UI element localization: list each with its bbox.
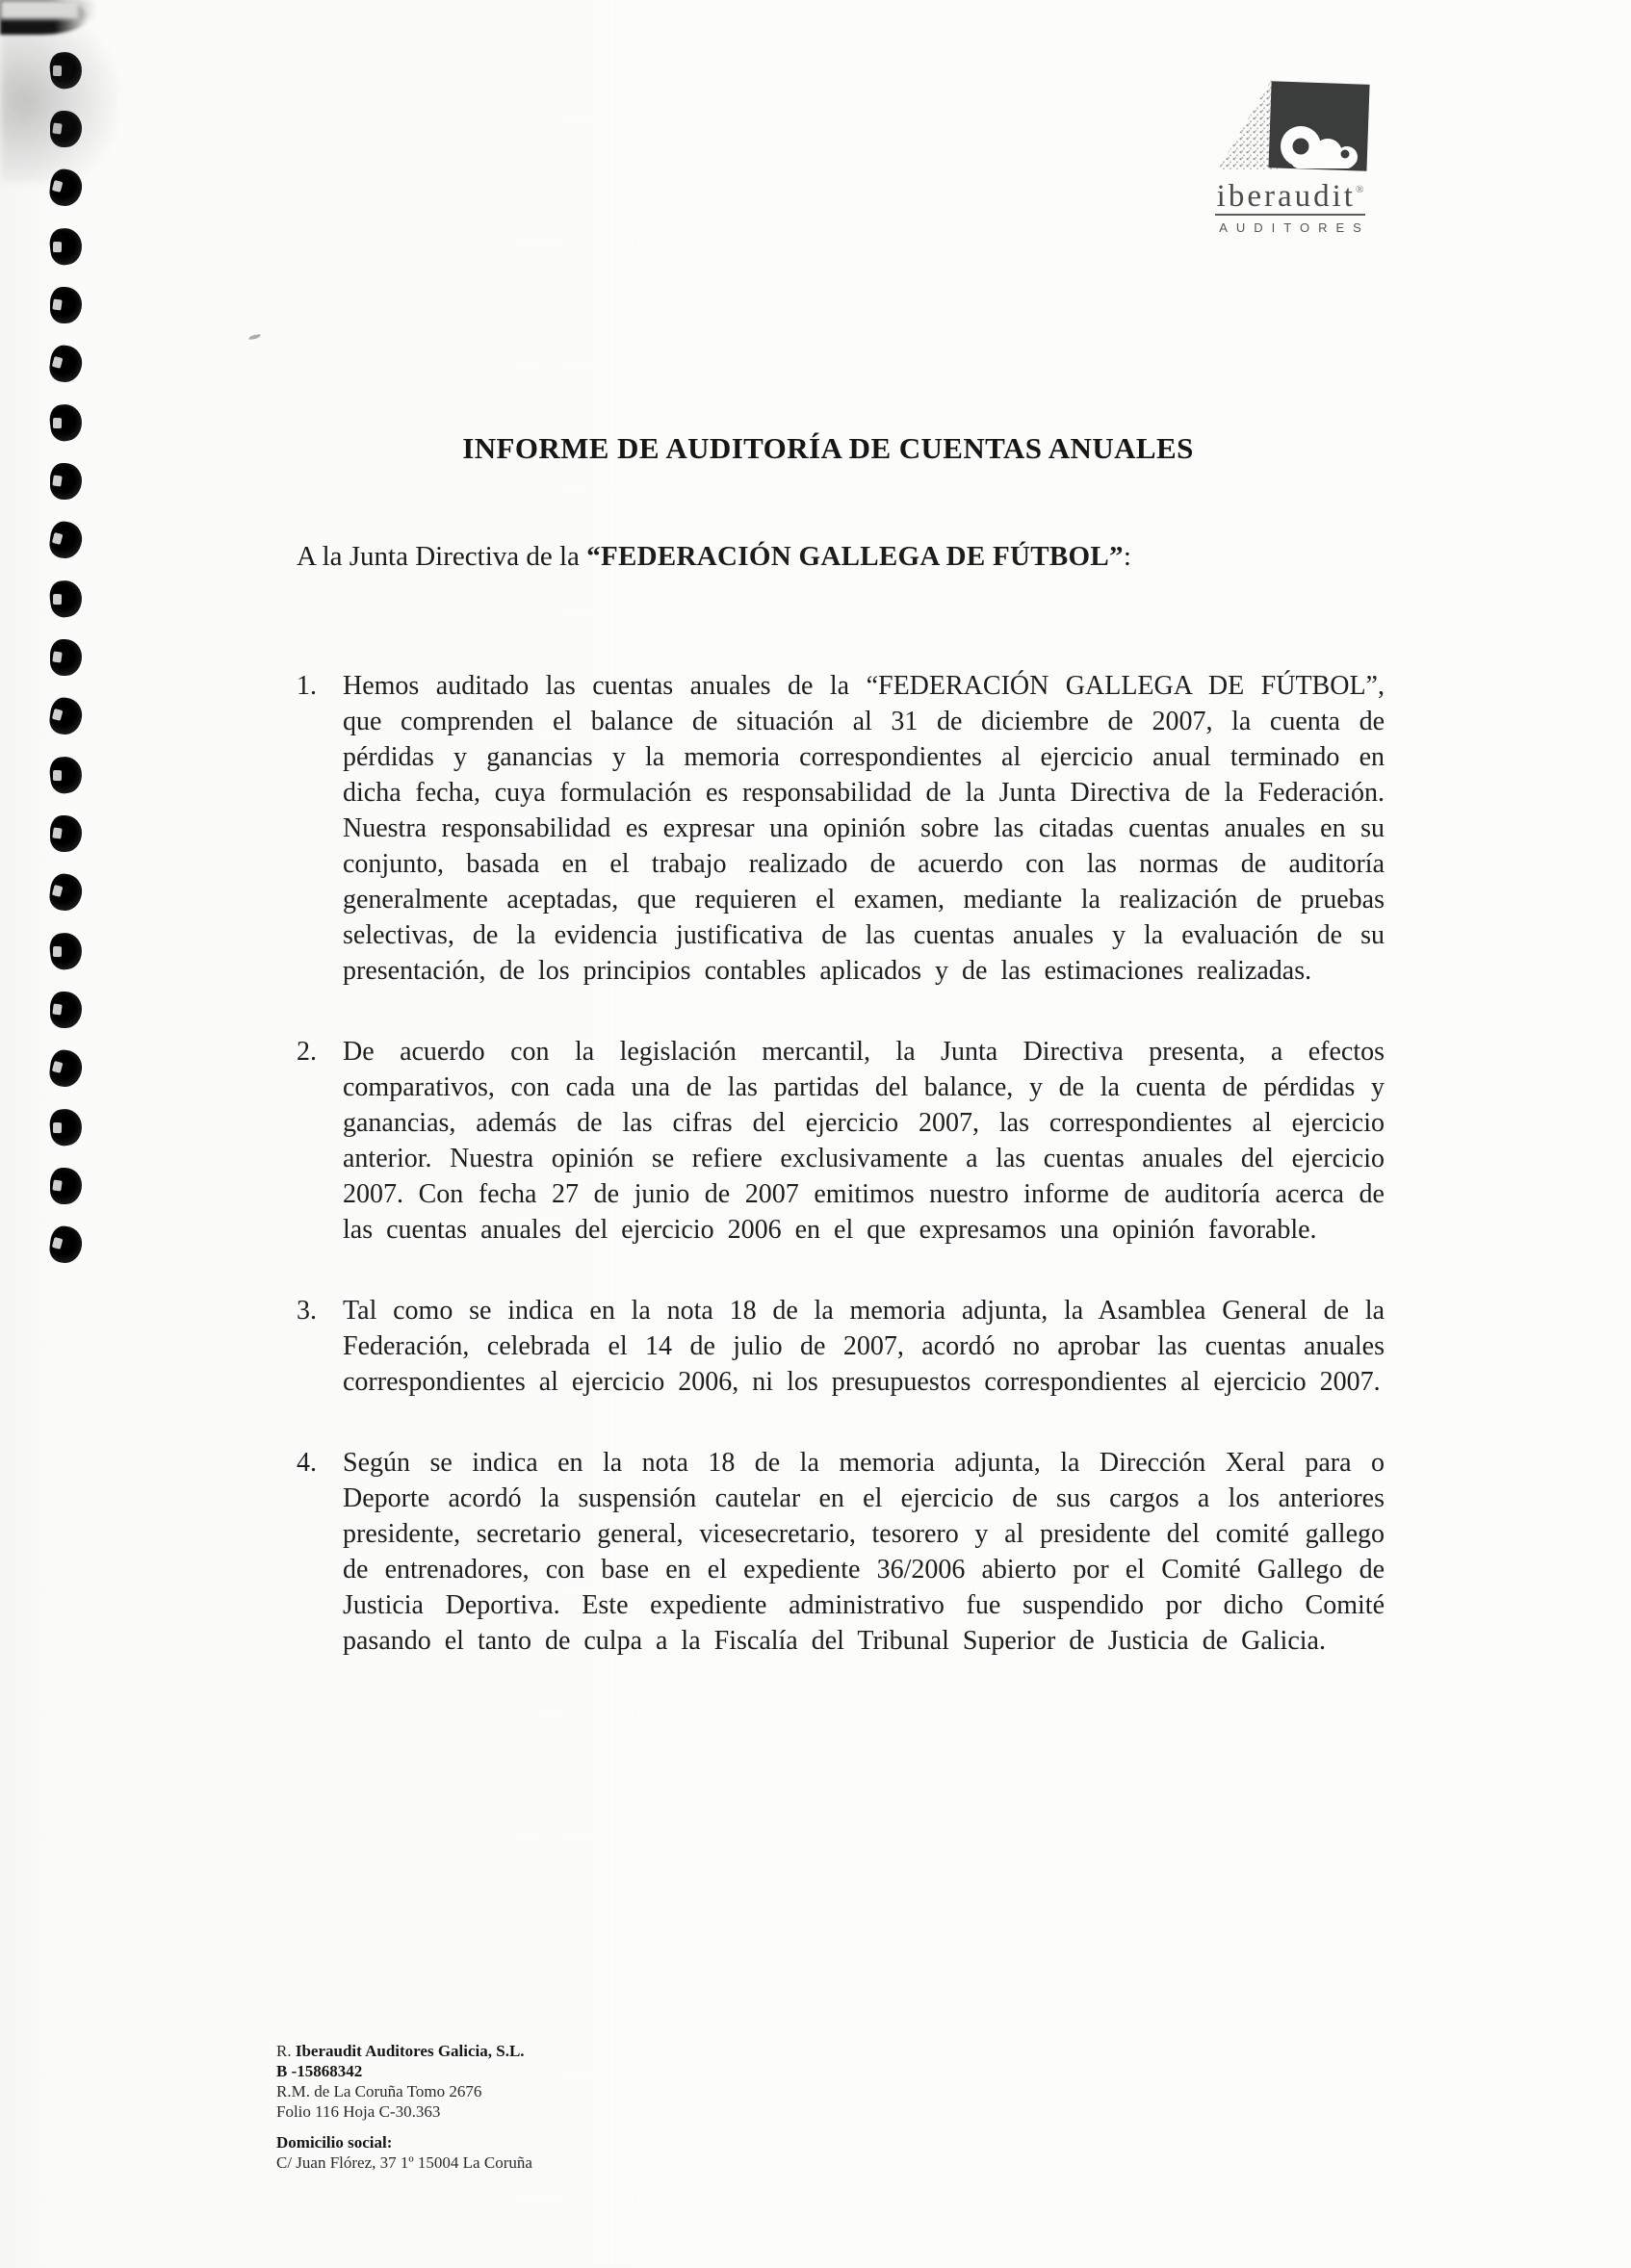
paragraph-number: 4. bbox=[297, 1448, 317, 1478]
paragraph-number: 3. bbox=[297, 1296, 317, 1326]
paragraph-text: Hemos auditado las cuentas anuales de la “FEDERACIÓN GALLEGA DE FÚTBOL”, que comprenden el balance de situación al 31 de diciembre de 2007, la cuenta de pérdidas y ganancias y la memoria correspondientes al ejercicio anual terminado en dicha fecha, cuya formulación es responsabilidad de la Junta Directiva de la Federación. Nuestra responsabilidad es expresar una opinión sobre las citadas cuentas anuales en su conjunto, basada en el trabajo realizado de acuerdo con las normas de auditoría generalmente aceptadas, que requieren el examen, mediante la realización de pruebas selectivas, de la evidencia justificativa de las cuentas anuales y la evaluación de su presentación, de los principios contables aplicados y de las estimaciones realizadas. bbox=[343, 671, 1385, 986]
salutation-prefix: A la Junta Directiva de la bbox=[297, 541, 587, 572]
binding-hole bbox=[50, 992, 82, 1028]
binding-hole bbox=[48, 344, 84, 384]
firm-id: B -15868342 bbox=[276, 2062, 363, 2080]
paragraph-text: Según se indica en la nota 18 de la memoria adjunta, la Dirección Xeral para o Deporte acordó la suspensión cautelar en el ejercicio de sus cargos a los anteriores presidente, secretario general, vicesecretario, tesorero y al presidente del comité gallego de entrenadores, con base en el expediente 36/2006 abierto por el Comité Gallego de Justicia Deportiva. Este expediente administrativo fue suspendido por dicho Comité pasando el tanto de culpa a la Fiscalía del Tribunal Superior de Justicia de Galicia. bbox=[343, 1448, 1385, 1656]
domicile-address: C/ Juan Flórez, 37 1º 15004 La Coruña bbox=[276, 2153, 532, 2172]
paragraph-number: 1. bbox=[297, 671, 317, 701]
firm-line bbox=[276, 2041, 532, 2061]
iberaudit-logo-icon bbox=[1199, 69, 1382, 181]
binding-hole bbox=[48, 872, 84, 913]
binding-hole bbox=[50, 287, 82, 323]
salutation-line bbox=[297, 541, 1131, 573]
binding-hole bbox=[48, 1048, 84, 1089]
paragraph-item bbox=[297, 668, 1385, 989]
logo-speckle-triangle bbox=[1218, 79, 1278, 169]
registry-tomo: R.M. de La Coruña Tomo 2676 bbox=[276, 2082, 482, 2100]
paragraph-item bbox=[297, 1293, 1385, 1400]
binding-hole bbox=[50, 639, 82, 676]
paragraph-item bbox=[297, 1445, 1385, 1659]
trademark-symbol: ® bbox=[1355, 184, 1364, 195]
binding-hole bbox=[48, 931, 84, 971]
binding-hole bbox=[48, 755, 84, 795]
iberaudit-logo bbox=[1194, 69, 1386, 235]
binding-hole bbox=[50, 463, 82, 500]
binding-hole bbox=[48, 1224, 84, 1265]
binding-hole bbox=[48, 1107, 84, 1147]
registry-footer bbox=[276, 2041, 532, 2173]
paragraph-text: De acuerdo con la legislación mercantil, la Junta Directiva presenta, a efectos comparativos, con cada una de las partidas del balance, y de la cuenta de pérdidas y ganancias, además de las cifras del ejercicio 2007, las correspondientes al ejercicio anterior. Nuestra opinión se refiere exclusivamente a las cuentas anuales del ejercicio 2007. Con fecha 27 de junio de 2007 emitimos nuestro informe de auditoría acerca de las cuentas anuales del ejercicio 2006 en el que expresamos una opinión favorable. bbox=[343, 1037, 1385, 1245]
binding-hole bbox=[48, 696, 84, 736]
salutation-suffix: : bbox=[1123, 541, 1131, 572]
binding-hole bbox=[48, 520, 84, 560]
paragraph-item bbox=[297, 1034, 1385, 1248]
brand-tagline: AUDITORES bbox=[1219, 220, 1370, 235]
brand-wordmark: iberaudit® bbox=[1216, 179, 1364, 214]
spiral-binding bbox=[0, 0, 116, 1348]
paragraph-list bbox=[297, 668, 1385, 1704]
binding-hole bbox=[48, 579, 84, 619]
paragraph-number: 2. bbox=[297, 1037, 317, 1067]
firm-prefix: R. bbox=[276, 2042, 296, 2060]
registry-folio: Folio 116 Hoja C-30.363 bbox=[276, 2102, 441, 2121]
domicile-label: Domicilio social: bbox=[276, 2133, 393, 2152]
scan-artifact bbox=[248, 334, 262, 341]
document-title: INFORME DE AUDITORÍA DE CUENTAS ANUALES bbox=[462, 431, 1194, 465]
paragraph-text: Tal como se indica en la nota 18 de la memoria adjunta, la Asamblea General de la Federación, celebrada el 14 de julio de 2007, acordó no aprobar las cuentas anuales correspondientes al ejercicio 2006, ni los presupuestos correspondientes al ejercicio 2007. bbox=[343, 1296, 1385, 1397]
binding-hole bbox=[48, 226, 84, 267]
binding-hole bbox=[50, 815, 82, 852]
firm-name: Iberaudit Auditores Galicia, S.L. bbox=[295, 2042, 525, 2060]
scan-gray-band bbox=[0, 0, 79, 19]
salutation-entity: “FEDERACIÓN GALLEGA DE FÚTBOL” bbox=[586, 541, 1124, 572]
binding-hole bbox=[50, 1168, 82, 1204]
